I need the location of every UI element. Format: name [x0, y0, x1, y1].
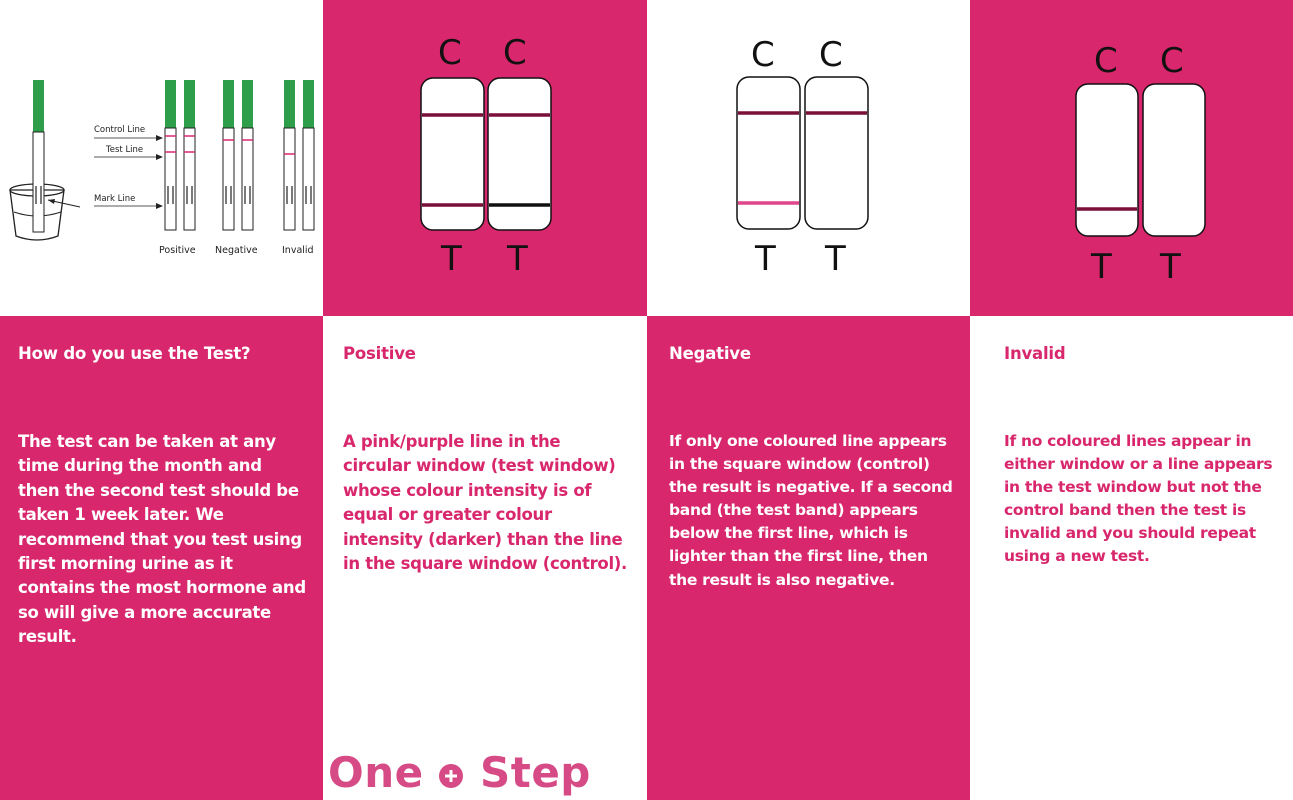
dipped-strip	[33, 80, 44, 232]
test-window	[805, 77, 868, 229]
test-window	[1076, 84, 1138, 236]
negative-heading: Negative	[669, 344, 751, 363]
c-label: C	[1094, 41, 1118, 81]
plus-circle-icon	[438, 763, 464, 789]
positive-test-windows	[323, 0, 647, 316]
t-label: T	[1091, 247, 1112, 287]
negative-panel	[647, 316, 970, 800]
invalid-body: If no coloured lines appear in either window or a line appears in the test window but not the control band then the test is invalid and you should repeat using a new test.	[1004, 432, 1273, 566]
logo-word-one: One	[328, 748, 424, 797]
test-strip-diagram	[0, 0, 323, 316]
positive-windows-panel	[323, 0, 647, 316]
positive-panel	[323, 316, 647, 800]
result-label-positive: Positive	[159, 245, 196, 256]
test-window	[737, 77, 800, 229]
c-label: C	[503, 33, 527, 73]
test-window	[421, 78, 484, 230]
t-label: T	[1160, 247, 1181, 287]
positive-body: A pink/purple line in the circular window (test window) whose colour intensity is of equal or greater colour intensity (darker) than the line in the square window (control).	[343, 432, 628, 574]
invalid-windows-panel	[970, 0, 1293, 316]
invalid-panel	[970, 316, 1293, 800]
c-label: C	[751, 35, 775, 75]
one-step-logo	[328, 746, 647, 800]
invalid-test-windows	[970, 0, 1293, 316]
invalid-heading: Invalid	[1004, 344, 1066, 363]
logo-word-step: Step	[480, 748, 591, 797]
t-label: T	[507, 239, 528, 279]
c-label: C	[438, 33, 462, 73]
c-label: C	[819, 35, 843, 75]
invalid-strips	[284, 80, 314, 230]
negative-test-windows	[647, 0, 970, 316]
test-line-label: Test Line	[106, 145, 144, 155]
c-label: C	[1160, 41, 1184, 81]
positive-heading: Positive	[343, 344, 416, 363]
test-window	[488, 78, 551, 230]
result-label-negative: Negative	[215, 245, 258, 256]
t-label: T	[755, 239, 776, 279]
howto-body: The test can be taken at any time during the month and then the second test should be taken 1 week later. We recommend that you test using first morning urine as it contains the most hormone and so will give a more accurate result.	[18, 432, 306, 647]
howto-heading: How do you use the Test?	[18, 344, 251, 363]
mark-line-label: Mark Line	[94, 194, 136, 204]
t-label: T	[825, 239, 846, 279]
test-window	[1143, 84, 1205, 236]
control-line-label: Control Line	[94, 125, 146, 135]
positive-strips	[165, 80, 195, 230]
result-label-invalid: Invalid	[282, 245, 314, 256]
howto-panel	[0, 316, 323, 800]
t-label: T	[441, 239, 462, 279]
negative-body: If only one coloured line appears in the square window (control) the result is negative. If a second band (the test band) appears below the first line, which is lighter than the first line, then the result is also negative.	[669, 432, 953, 589]
usage-diagram-panel	[0, 0, 323, 316]
negative-strips	[223, 80, 253, 230]
negative-windows-panel	[647, 0, 970, 316]
